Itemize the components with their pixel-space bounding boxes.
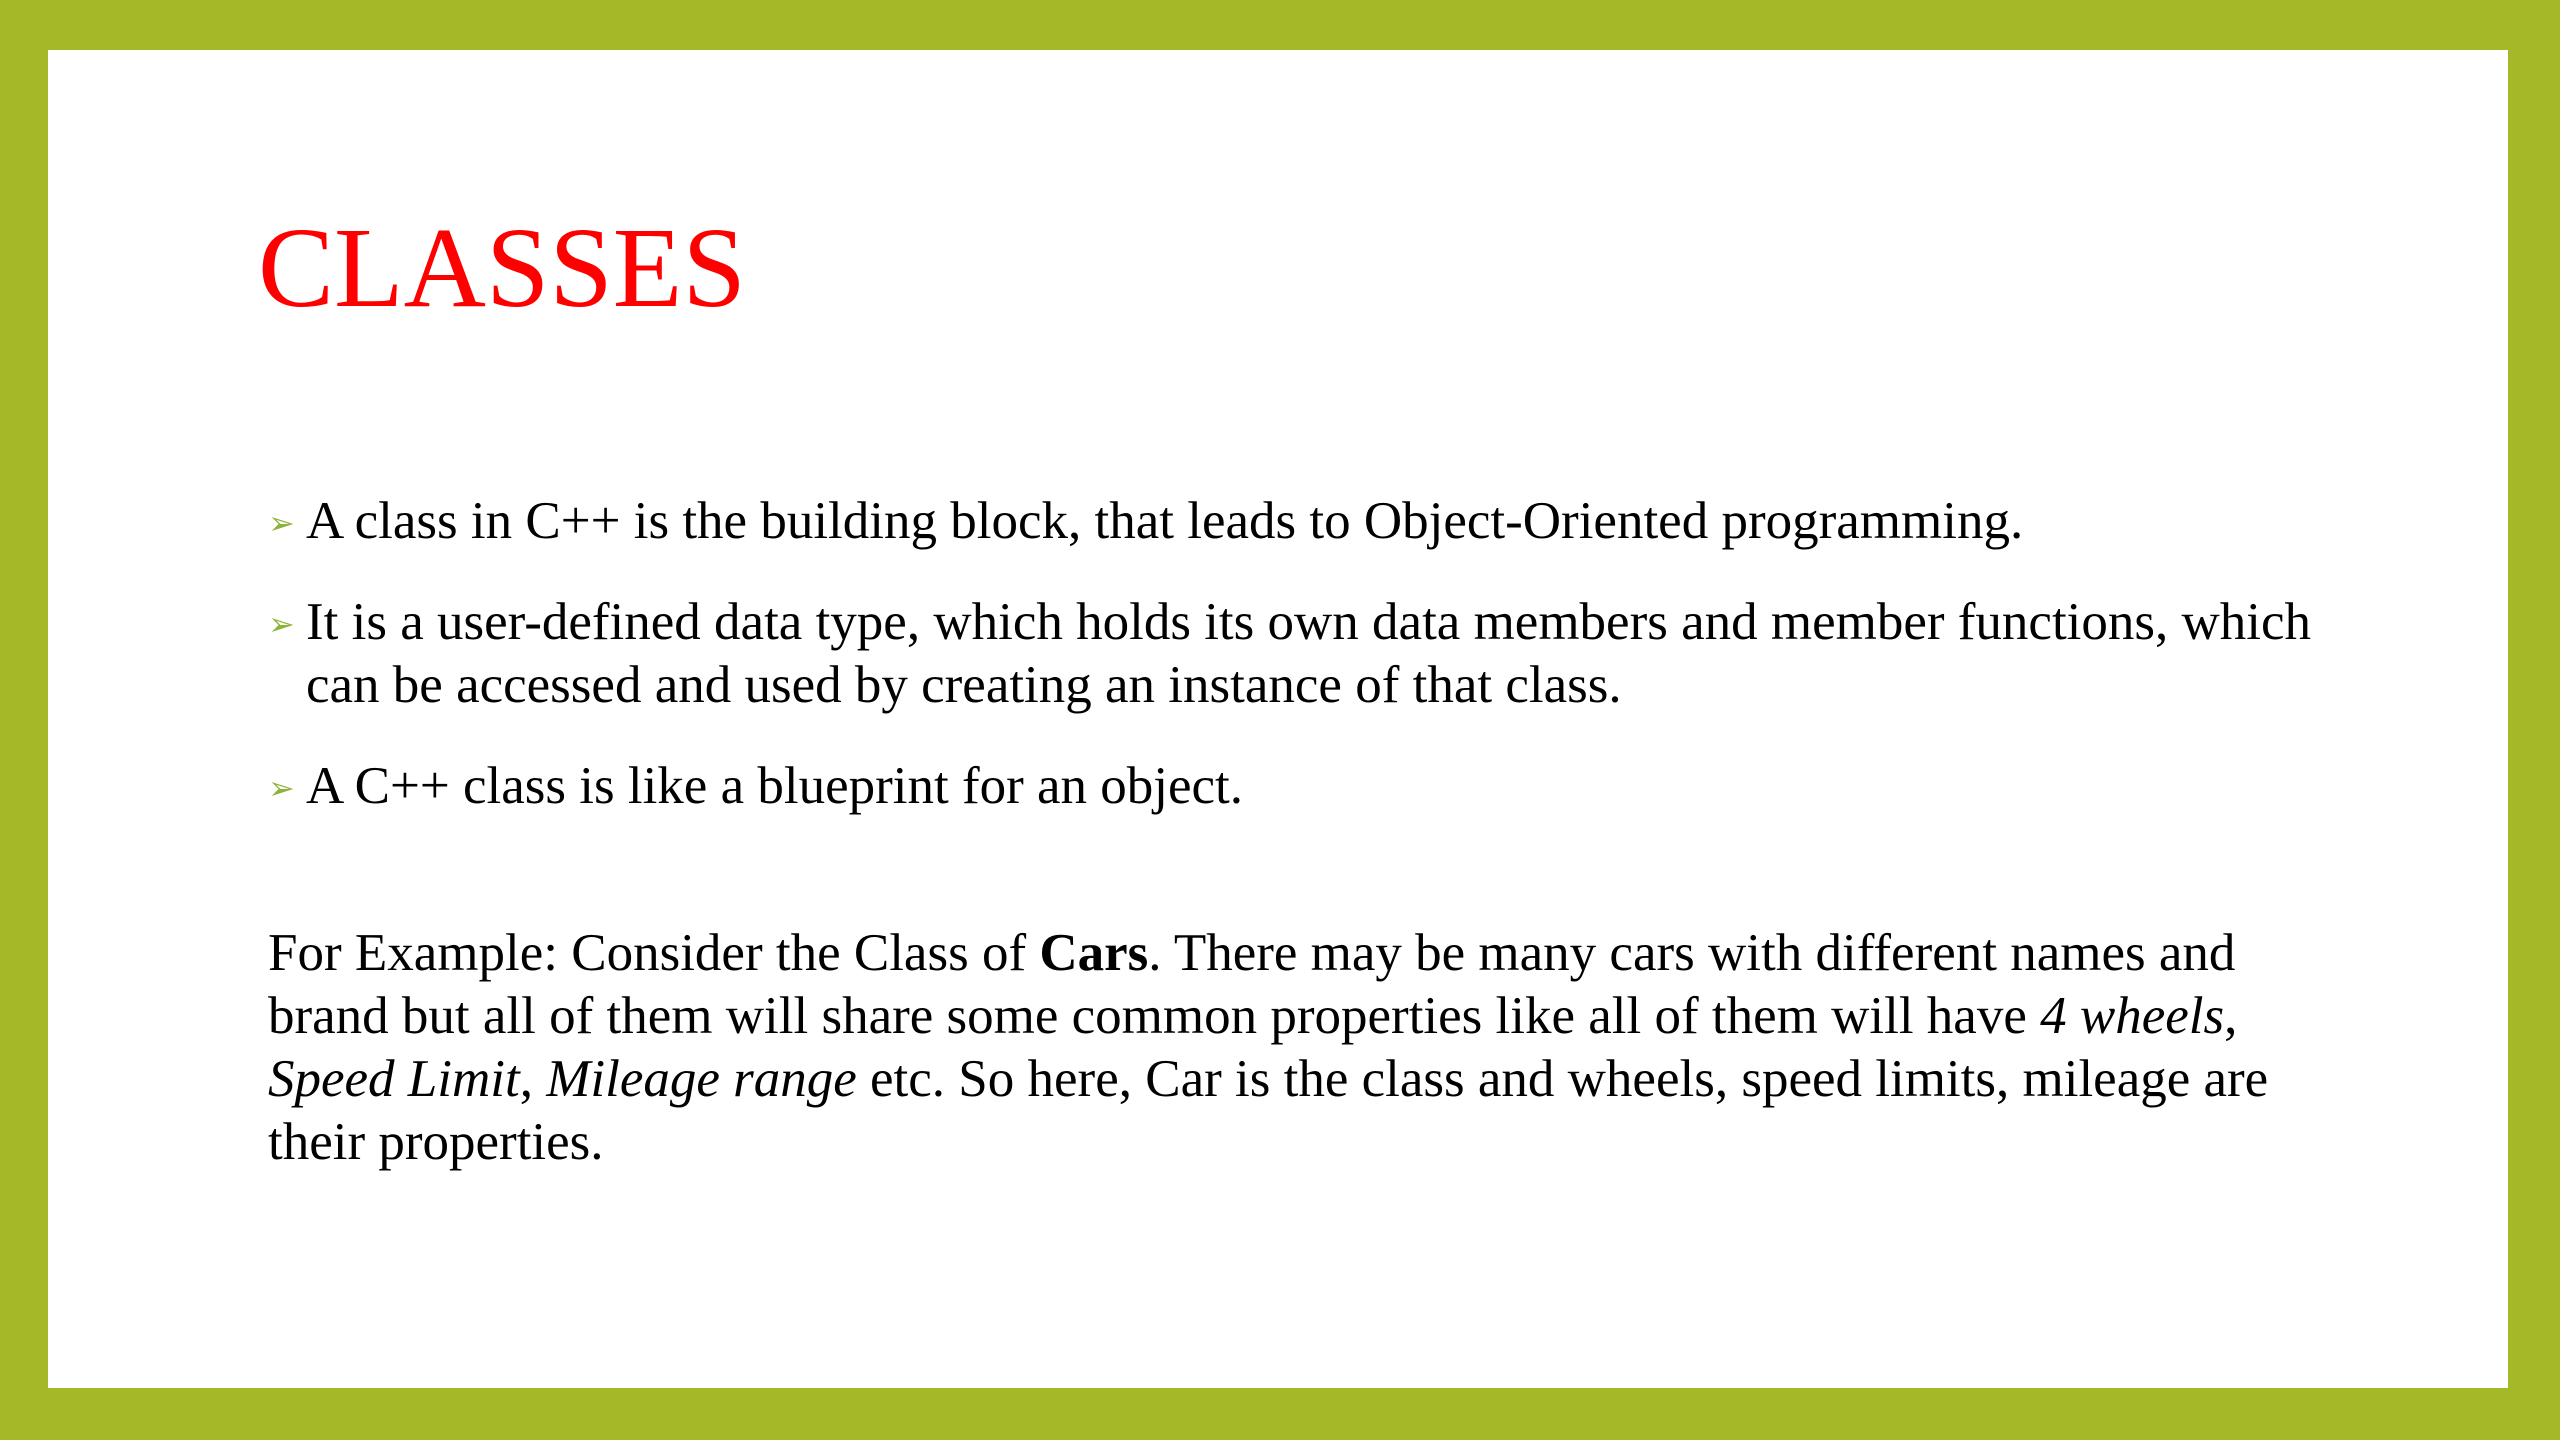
bullet-item [268, 755, 2348, 818]
bullet-text: It is a user-defined data type, which holds its own data members and member functions, which can be accessed and used by creating an instance of that class. [306, 593, 2312, 714]
example-separator: , [519, 1050, 547, 1108]
bullet-list [268, 490, 2348, 856]
slide-canvas [48, 50, 2508, 1388]
example-text-intro: For Example: Consider the Class of [268, 924, 1040, 982]
example-paragraph [268, 922, 2348, 1174]
example-text-conclusion: etc. So here, Car is the class and wheels, speed limits, mileage are their properties. [268, 1050, 2269, 1171]
arrow-bullet-icon: ➢ [268, 504, 295, 542]
arrow-bullet-icon: ➢ [268, 605, 295, 643]
example-italic-wheels: 4 wheels [2040, 987, 2225, 1045]
example-separator: , [2224, 987, 2238, 1045]
example-italic-mileage: Mileage range [546, 1050, 857, 1108]
bullet-text: A C++ class is like a blueprint for an object. [306, 757, 1244, 815]
example-text-body: . There may be many cars with different names and brand but all of them will share some common properties like all of them will have [268, 924, 2236, 1045]
bullet-text: A class in C++ is the building block, that leads to Object-Oriented programming. [306, 492, 2024, 550]
bullet-item [268, 490, 2348, 553]
bullet-item [268, 591, 2348, 717]
arrow-bullet-icon: ➢ [268, 769, 295, 807]
example-bold-term: Cars [1039, 924, 1149, 982]
slide-title: CLASSES [258, 204, 746, 331]
example-italic-speed-limit: Speed Limit [268, 1050, 520, 1108]
